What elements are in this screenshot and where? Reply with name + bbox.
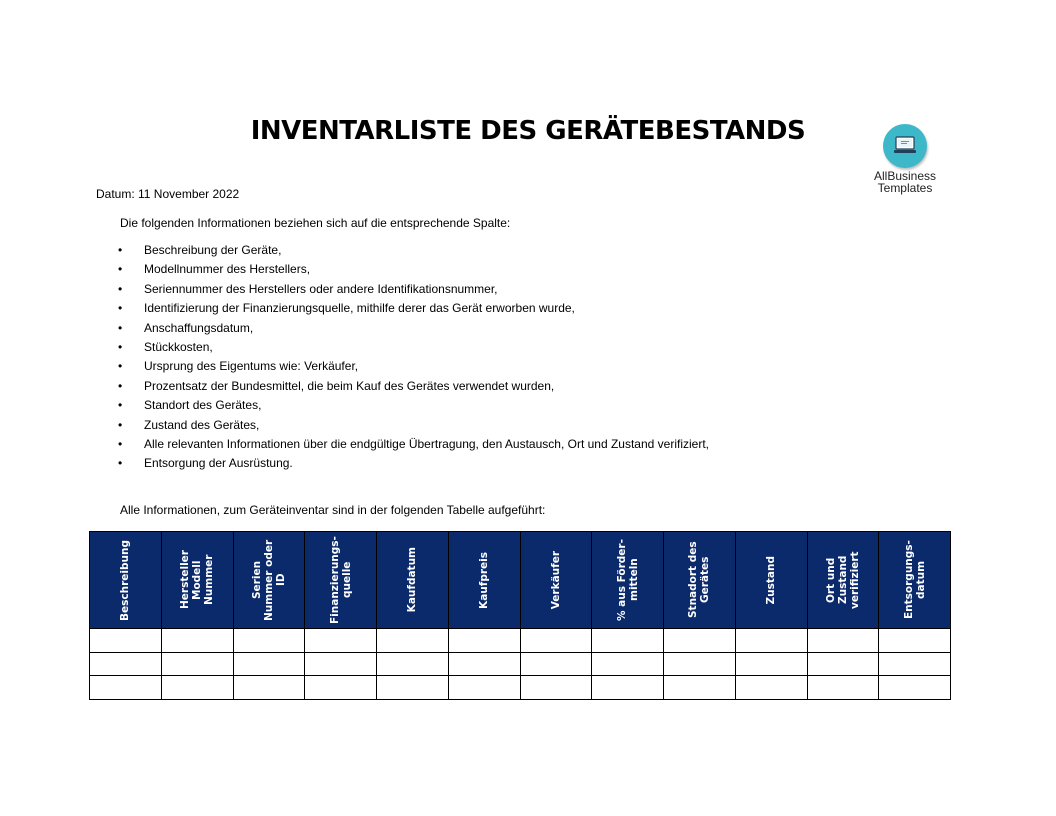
table-cell[interactable] — [879, 629, 951, 653]
list-item — [118, 416, 709, 435]
outro-paragraph: Alle Informationen, zum Geräteinventar sind in der folgenden Tabelle aufgeführt: — [120, 503, 546, 517]
table-cell[interactable] — [305, 629, 377, 653]
table-header-cell — [735, 532, 807, 629]
list-item-text: Prozentsatz der Bundesmittel, die beim Kauf des Gerätes verwendet wurden, — [144, 378, 555, 393]
table-cell[interactable] — [233, 676, 305, 700]
table-cell[interactable] — [161, 676, 233, 700]
bullet-dot: • — [118, 436, 123, 451]
date-line: Datum: 11 November 2022 — [96, 187, 240, 201]
table-header-cell — [879, 532, 951, 629]
list-item-text: Entsorgung der Ausrüstung. — [144, 456, 293, 471]
list-item — [118, 377, 709, 396]
table-header-cell — [90, 532, 162, 629]
bullet-dot: • — [118, 398, 123, 413]
table-cell[interactable] — [448, 676, 520, 700]
table-cell[interactable] — [448, 629, 520, 653]
table-cell[interactable] — [807, 629, 879, 653]
table-header-cell — [161, 532, 233, 629]
table-header-row — [90, 532, 951, 629]
table-cell[interactable] — [233, 652, 305, 676]
table-cell[interactable] — [233, 629, 305, 653]
list-item — [118, 319, 709, 338]
document-title: INVENTARLISTE DES GERÄTEBESTANDS — [250, 116, 806, 146]
list-item-text: Seriennummer des Herstellers oder andere Identifikationsnummer, — [144, 281, 498, 296]
list-item — [118, 396, 709, 415]
table-cell[interactable] — [735, 629, 807, 653]
table-header-label: Kaufpreis — [478, 551, 491, 609]
table-header-cell — [592, 532, 664, 629]
list-item — [118, 454, 709, 473]
table-cell[interactable] — [161, 652, 233, 676]
bullet-dot: • — [118, 243, 123, 257]
table-header-label: Stnadort des Gerätes — [687, 541, 712, 619]
table-body — [90, 629, 951, 700]
bullet-dot: • — [118, 339, 123, 354]
intro-paragraph: Die folgenden Informationen beziehen sich auf die entsprechende Spalte: — [120, 216, 511, 230]
table-cell[interactable] — [305, 652, 377, 676]
list-item — [118, 241, 709, 260]
bullet-dot: • — [118, 281, 123, 296]
table-cell[interactable] — [735, 652, 807, 676]
table-header-label: Beschreibung — [119, 539, 132, 621]
table-cell[interactable] — [735, 676, 807, 700]
list-item — [118, 280, 709, 299]
table-cell[interactable] — [377, 676, 449, 700]
bullet-dot: • — [118, 359, 123, 374]
table-cell[interactable] — [879, 652, 951, 676]
table-header-cell — [664, 532, 736, 629]
table-header-label: Hersteller Modell Nummer — [179, 550, 216, 610]
table-cell[interactable] — [520, 676, 592, 700]
table-header-label: Zustand — [765, 555, 778, 605]
bullet-dot: • — [118, 262, 123, 277]
list-item-text: Zustand des Gerätes, — [144, 417, 260, 432]
table-cell[interactable] — [377, 629, 449, 653]
table-row — [90, 629, 951, 653]
table-header-label: Verkäufer — [549, 550, 562, 610]
table-cell[interactable] — [664, 629, 736, 653]
list-item-text: Standort des Gerätes, — [144, 398, 262, 413]
bullet-dot: • — [118, 378, 123, 393]
list-item-text: Stückkosten, — [144, 339, 213, 354]
bullet-dot: • — [118, 320, 123, 335]
table-cell[interactable] — [90, 676, 162, 700]
bullet-dot: • — [118, 301, 123, 316]
table-header-label: % aus Förder- mitteln — [615, 539, 640, 621]
table-cell[interactable] — [90, 652, 162, 676]
table-cell[interactable] — [161, 629, 233, 653]
table-row — [90, 676, 951, 700]
table-header-label: Kaufdatum — [406, 547, 419, 613]
table-header-cell — [807, 532, 879, 629]
list-item — [118, 299, 709, 318]
list-item — [118, 357, 709, 376]
table-cell[interactable] — [377, 652, 449, 676]
list-item-text: Ursprung des Eigentums wie: Verkäufer, — [144, 359, 359, 374]
list-item — [118, 260, 709, 279]
list-item-text: Identifizierung der Finanzierungsquelle, mithilfe derer das Gerät erworben wurde, — [144, 301, 575, 316]
bullet-dot: • — [118, 417, 123, 432]
list-item-text: Anschaffungsdatum, — [144, 320, 254, 335]
list-item — [118, 435, 709, 454]
table-cell[interactable] — [520, 629, 592, 653]
table-header-label: Entsorgungs- datum — [902, 540, 927, 620]
allbusiness-templates-logo — [866, 124, 944, 194]
logo-line-1: AllBusiness — [873, 169, 937, 183]
table-cell[interactable] — [90, 629, 162, 653]
table-header-cell — [520, 532, 592, 629]
table-cell[interactable] — [807, 652, 879, 676]
table-header-cell — [377, 532, 449, 629]
table-cell[interactable] — [592, 652, 664, 676]
table-cell[interactable] — [664, 652, 736, 676]
laptop-icon — [883, 124, 927, 168]
table-cell[interactable] — [879, 676, 951, 700]
table-header-label: Finanzierungs- quelle — [328, 536, 353, 624]
logo-line-2: Templates — [877, 181, 933, 195]
table-header-cell — [305, 532, 377, 629]
table-header-label: Serien Nummer oder ID — [250, 539, 287, 621]
table-cell[interactable] — [592, 629, 664, 653]
bullet-list — [118, 241, 709, 474]
list-item — [118, 338, 709, 357]
list-item-text: Alle relevanten Informationen über die endgültige Übertragung, den Austausch, Ort und Zustand verifiziert, — [144, 436, 710, 451]
table-header-cell — [448, 532, 520, 629]
inventory-table — [89, 531, 951, 700]
table-row — [90, 652, 951, 676]
list-item-text: Beschreibung der Geräte, — [144, 243, 282, 257]
list-item-text: Modellnummer des Herstellers, — [144, 262, 311, 277]
table-cell[interactable] — [448, 652, 520, 676]
table-cell[interactable] — [664, 676, 736, 700]
table-header-label: Ort und Zustand verifiziert — [824, 551, 861, 609]
table-cell[interactable] — [305, 676, 377, 700]
table-cell[interactable] — [592, 676, 664, 700]
table-cell[interactable] — [807, 676, 879, 700]
table-cell[interactable] — [520, 652, 592, 676]
table-header-cell — [233, 532, 305, 629]
bullet-dot: • — [118, 456, 123, 471]
